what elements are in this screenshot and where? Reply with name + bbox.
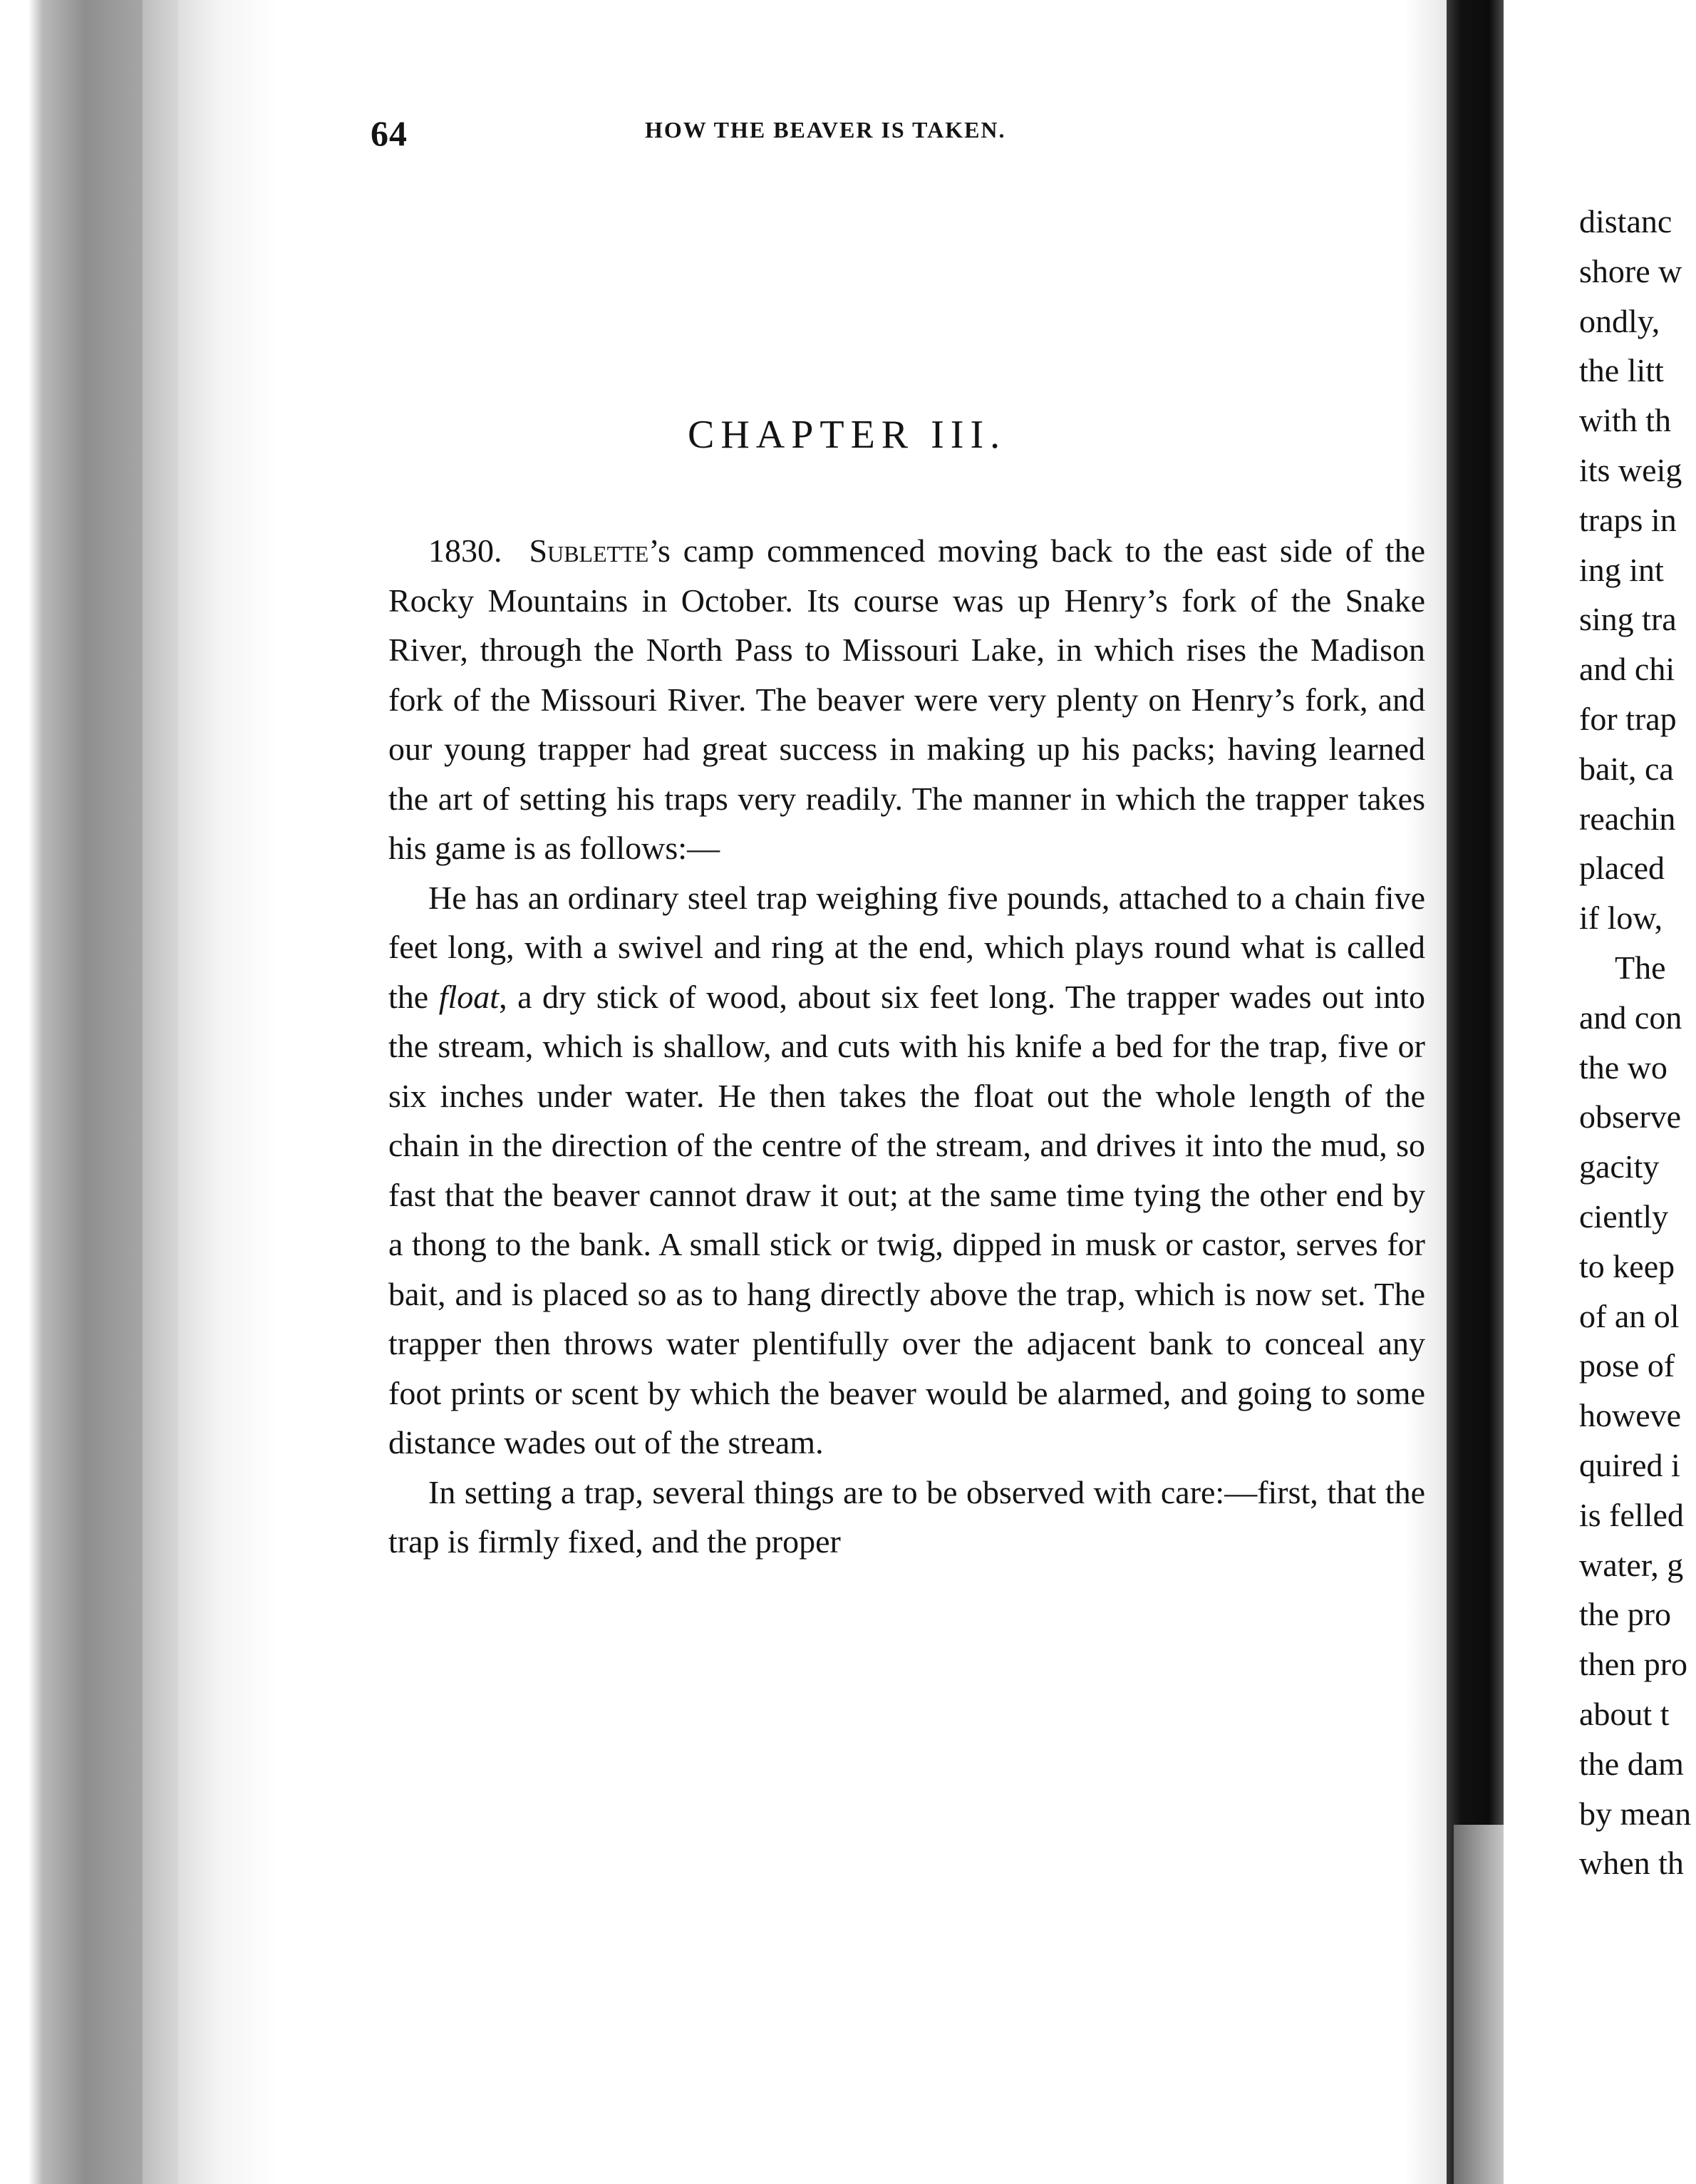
person-name: Sublette [529,532,649,569]
right-page-line: the wo [1579,1049,1667,1086]
paragraph-3-text: In setting a trap, several things are to be observed with care:—first, that the trap is firmly fixed, and the proper [388,1473,1425,1560]
right-page-line: reachin [1579,800,1676,837]
right-page-line: shore w [1579,252,1682,289]
right-page-line: pose of [1579,1347,1675,1384]
right-page-line: the litt [1579,352,1664,389]
right-page-line: gacity [1579,1148,1660,1185]
right-page-line: to keep [1579,1247,1675,1284]
running-head [371,113,1411,155]
right-page-text [1579,197,1696,1888]
right-page-line: observe [1579,1098,1682,1135]
right-page-line: of an ol [1579,1297,1680,1334]
right-page-line: the dam [1579,1745,1684,1782]
right-page-line: by mean [1579,1795,1692,1832]
right-page-line: when th [1579,1845,1684,1882]
running-title: HOW THE BEAVER IS TAKEN. [645,117,1006,143]
right-page-line: traps in [1579,501,1677,538]
right-page-line: if low, [1579,900,1663,937]
right-page-line: with th [1579,402,1672,439]
right-page-line: and con [1579,999,1682,1036]
italic-term: float [438,978,500,1015]
right-page-line: about t [1579,1695,1670,1732]
right-page-line: ondly, [1579,302,1660,339]
right-page-line: water, g [1579,1546,1684,1583]
paragraph-3 [388,1468,1425,1567]
paragraph-2-text-before: He has an ordinary steel trap weighing five pounds, attached to a chain five feet long, with a swivel and ring at the end, which plays round what is called the [388,879,1425,1015]
spine-shadow [1454,1825,1504,2184]
paragraph-1 [388,526,1425,873]
year-marker: 1830. [428,532,502,569]
right-page-line: then pro [1579,1646,1688,1683]
right-page-line: for trap [1579,700,1677,737]
right-page-line: ing int [1579,551,1664,588]
right-page-line: distanc [1579,203,1672,239]
body-text [388,526,1425,1567]
right-page-line: its weig [1579,451,1682,488]
right-page-line: The [1615,949,1666,986]
paragraph-1-text: ’s camp commenced moving back to the east side of the Rocky Mountains in October. Its course was up Henry’s fork of the Snake River, through the North Pass to Missouri Lake, in which rises the Madison fork of the Missouri River. The beaver were very plenty on Henry’s fork, and our young trapper had great success in making up his packs; having learned the art of setting his traps very readily. The manner in which the trapper takes his game is as follows:— [388,532,1425,866]
right-page-line: is felled [1579,1496,1684,1533]
page-number: 64 [371,113,408,153]
right-page-line: the pro [1579,1596,1672,1633]
right-page-line: quired i [1579,1446,1680,1483]
right-page-line: and chi [1579,651,1675,688]
right-page-line: howeve [1579,1397,1682,1434]
right-page-line: sing tra [1579,601,1677,638]
paragraph-2-text-after: , a dry stick of wood, about six feet long. The trapper wades out into the stream, which is shallow, and cuts with his knife a bed for the trap, five or six inches under water. He then takes the float out the whole length of the chain in the direction of the centre of the stream, and drives it into the mud, so fast that the beaver cannot draw it out; at the same time tying the other end by a thong to the bank. A small stick or twig, dipped in musk or castor, serves for bait, and is placed so as to hang directly above the trap, which is now set. The trapper then throws water plentifully over the adjacent bank to conceal any foot prints or scent by which the beaver would be alarmed, and going to some distance wades out of the stream. [388,978,1425,1461]
paragraph-2 [388,873,1425,1468]
right-page-line: placed [1579,850,1665,887]
chapter-title: CHAPTER III. [688,413,1007,457]
right-page-line: bait, ca [1579,750,1674,787]
right-page-line: ciently [1579,1197,1669,1235]
